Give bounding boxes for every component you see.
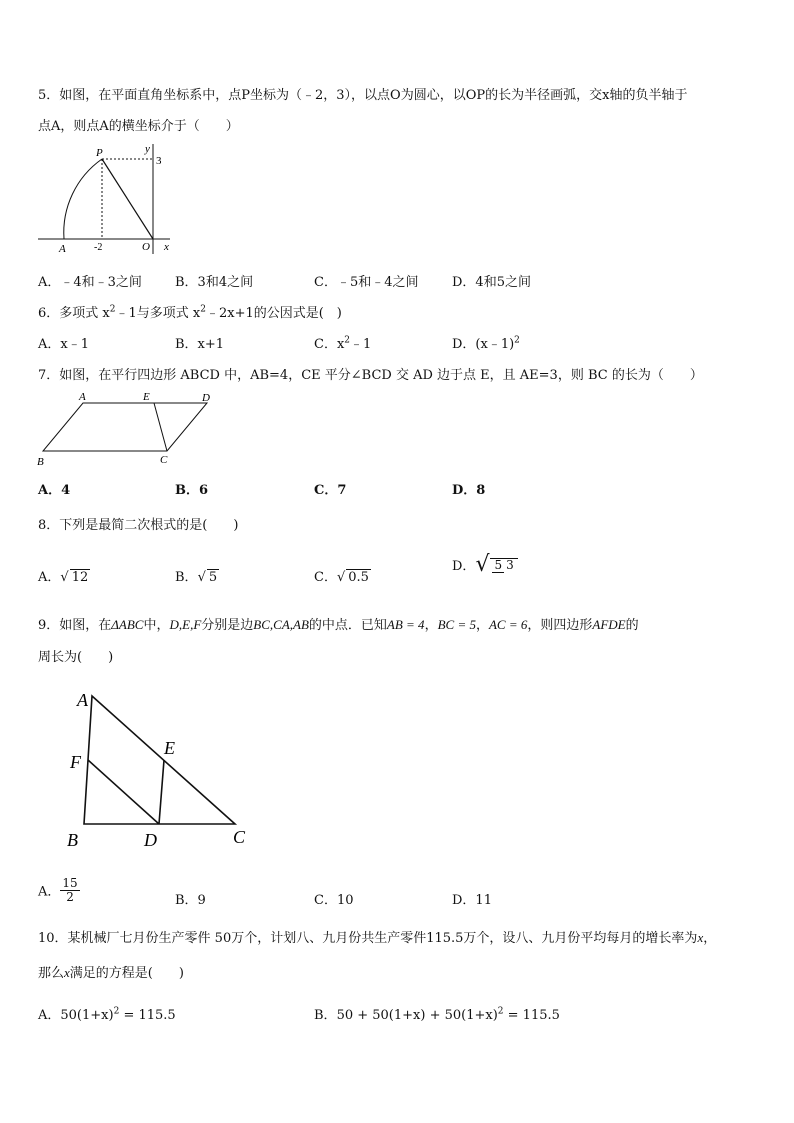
q7-option-b: B．6 xyxy=(175,483,209,498)
q8-d-num: 5 xyxy=(494,557,503,572)
q6-sup1: 2 xyxy=(109,304,116,315)
q6-sup2: 2 xyxy=(200,304,206,315)
q8-c-label: C． xyxy=(314,570,337,585)
q10-option-b xyxy=(314,1004,560,1023)
q8-b-radicand: 5 xyxy=(208,570,218,585)
q5-option-a: A．﹣4和﹣3之间 xyxy=(38,275,142,290)
q6-d-sup: 2 xyxy=(514,335,520,346)
q6-option-d xyxy=(452,333,520,352)
label-x: x xyxy=(164,241,169,253)
q6-c-post: ﹣1 xyxy=(350,337,372,352)
q10-line2-x: x xyxy=(64,965,70,980)
q10-b-eq-post: = 115.5 xyxy=(503,1008,560,1023)
q10-a-sup: 2 xyxy=(113,1006,120,1017)
label-b: B xyxy=(67,830,78,850)
label-d: D xyxy=(202,392,210,404)
q9-line1 xyxy=(38,614,639,633)
q6-stem-post: ﹣2x+1的公因式是( ) xyxy=(205,306,342,321)
q10-a-eq-post: = 115.5 xyxy=(119,1008,176,1023)
q6-option-b: B．x+1 xyxy=(175,337,225,352)
q9-ab: AB = 4 xyxy=(386,617,425,632)
q8-option-a: A．√ 12 xyxy=(38,570,89,585)
segment-ed xyxy=(159,760,164,824)
q8-a-label: A． xyxy=(38,570,61,585)
q9-option-b: B．9 xyxy=(175,893,206,908)
label-c: C xyxy=(233,827,246,847)
q10-line2-post: 满足的方程是( ) xyxy=(69,966,184,981)
label-d: D xyxy=(144,830,157,850)
label-3: 3 xyxy=(156,155,162,167)
triangle-abc xyxy=(84,696,235,824)
label-y: y xyxy=(145,143,150,155)
q9-option-c: C．10 xyxy=(314,893,354,908)
q10-b-eq-pre: 50 + 50(1+x) + 50(1+x) xyxy=(336,1008,498,1023)
q10-option-a xyxy=(38,1004,176,1023)
label-a: A xyxy=(77,690,88,710)
arc xyxy=(64,159,102,239)
q10-b-label: B． xyxy=(314,1008,337,1023)
q9-a-num: 15 xyxy=(62,876,78,890)
q9-bc: BC = 5 xyxy=(437,617,476,632)
q7-figure xyxy=(36,388,226,470)
q8-d-den: 3 xyxy=(506,557,514,572)
q10-comma: ， xyxy=(703,931,717,946)
q9-pre: 9．如图，在 xyxy=(38,618,112,633)
q5-option-b: B．3和4之间 xyxy=(175,275,254,290)
q9-end: 的 xyxy=(625,618,639,633)
q8-option-d: D．√ 5 3 xyxy=(452,552,518,577)
q7-stem: 7．如图，在平行四边形 ABCD 中，AB=4，CE 平分∠BCD 交 AD 边于点 E，且 AE=3，则 BC 的长为（ ） xyxy=(38,368,703,383)
q5-option-c: C．﹣5和﹣4之间 xyxy=(314,275,419,290)
q8-stem: 8．下列是最简二次根式的是( ) xyxy=(38,518,239,533)
q9-a-den: 2 xyxy=(66,889,74,904)
q8-d-label: D． xyxy=(452,559,476,574)
q9-sep2: ， xyxy=(475,618,489,633)
q6-stem-pre: 6．多项式 x xyxy=(38,306,110,321)
q6-c-pre: C．x xyxy=(314,337,345,352)
label-e: E xyxy=(164,738,175,758)
label-minus2: -2 xyxy=(94,242,103,253)
label-b: B xyxy=(37,456,44,468)
q9-mid4: ，则四边形 xyxy=(527,618,593,633)
q8-option-b: B．√ 5 xyxy=(175,570,218,585)
q10-a-eq-pre: 50(1+x) xyxy=(60,1008,114,1023)
label-a: A xyxy=(79,391,86,403)
label-e: E xyxy=(143,391,150,403)
q8-c-radicand: 0.5 xyxy=(348,570,369,585)
q6-option-c xyxy=(314,333,371,352)
q9-ac: AC = 6 xyxy=(488,617,528,632)
q5-option-d: D．4和5之间 xyxy=(452,275,531,290)
q9-sides: BC,CA,AB xyxy=(253,617,309,632)
q9-mid2: 分别是边 xyxy=(201,618,254,633)
segment-fd xyxy=(88,760,159,824)
q7-option-d: D．8 xyxy=(452,483,486,498)
q10-line1-text: 10．某机械厂七月份生产零件 50万个，计划八、九月份共生产零件115.5万个，设八、九月份平均每月的增长率为 xyxy=(38,931,698,946)
segment-op xyxy=(102,159,153,239)
q5-line2: 点A，则点A的横坐标介于（ ） xyxy=(38,119,239,134)
q5-line1: 5．如图，在平面直角坐标系中，点P坐标为（﹣2，3），以点O为圆心，以OP的长为半径画弧，交x轴的负半轴于 xyxy=(38,88,688,103)
label-p: P xyxy=(96,147,103,159)
q6-stem xyxy=(38,302,342,321)
label-a: A xyxy=(59,243,66,255)
q6-d-pre: D．(x﹣1) xyxy=(452,337,515,352)
q8-option-c: C．√ 0.5 xyxy=(314,570,369,585)
q7-option-a: A．4 xyxy=(38,483,71,498)
parallelogram xyxy=(43,403,207,451)
q9-a-label: A． xyxy=(38,884,61,900)
q10-line2 xyxy=(38,962,184,981)
q8-b-label: B． xyxy=(175,570,198,585)
q9-option-a xyxy=(38,877,80,903)
q9-option-d: D．11 xyxy=(452,893,492,908)
q10-line2-pre: 那么 xyxy=(38,966,65,981)
q9-mid3: 的中点．已知 xyxy=(308,618,387,633)
q9-sep1: ， xyxy=(424,618,438,633)
q6-stem-mid: ﹣1与多项式 x xyxy=(115,306,201,321)
q10-line1 xyxy=(38,927,716,946)
q9-line2: 周长为( ) xyxy=(38,650,114,665)
q9-figure xyxy=(62,686,262,856)
label-o: O xyxy=(142,241,150,253)
q8-d-fraction xyxy=(490,558,517,572)
q9-a-fraction xyxy=(60,877,79,903)
q9-points: D,E,F xyxy=(169,617,202,632)
q8-a-radicand: 12 xyxy=(71,570,89,585)
q10-b-sup: 2 xyxy=(497,1006,504,1017)
q5-figure xyxy=(38,142,178,257)
q9-mid1: 中， xyxy=(143,618,170,633)
label-f: F xyxy=(70,752,81,772)
label-c: C xyxy=(160,454,168,466)
q7-option-c: C．7 xyxy=(314,483,347,498)
q10-var-x: x xyxy=(697,930,704,945)
q9-triangle: ΔABC xyxy=(111,617,144,632)
segment-ce xyxy=(154,403,167,451)
q10-a-label: A． xyxy=(38,1008,61,1023)
q6-option-a: A．x﹣1 xyxy=(38,337,89,352)
q6-c-sup: 2 xyxy=(344,335,351,346)
q9-quad: AFDE xyxy=(592,617,626,632)
